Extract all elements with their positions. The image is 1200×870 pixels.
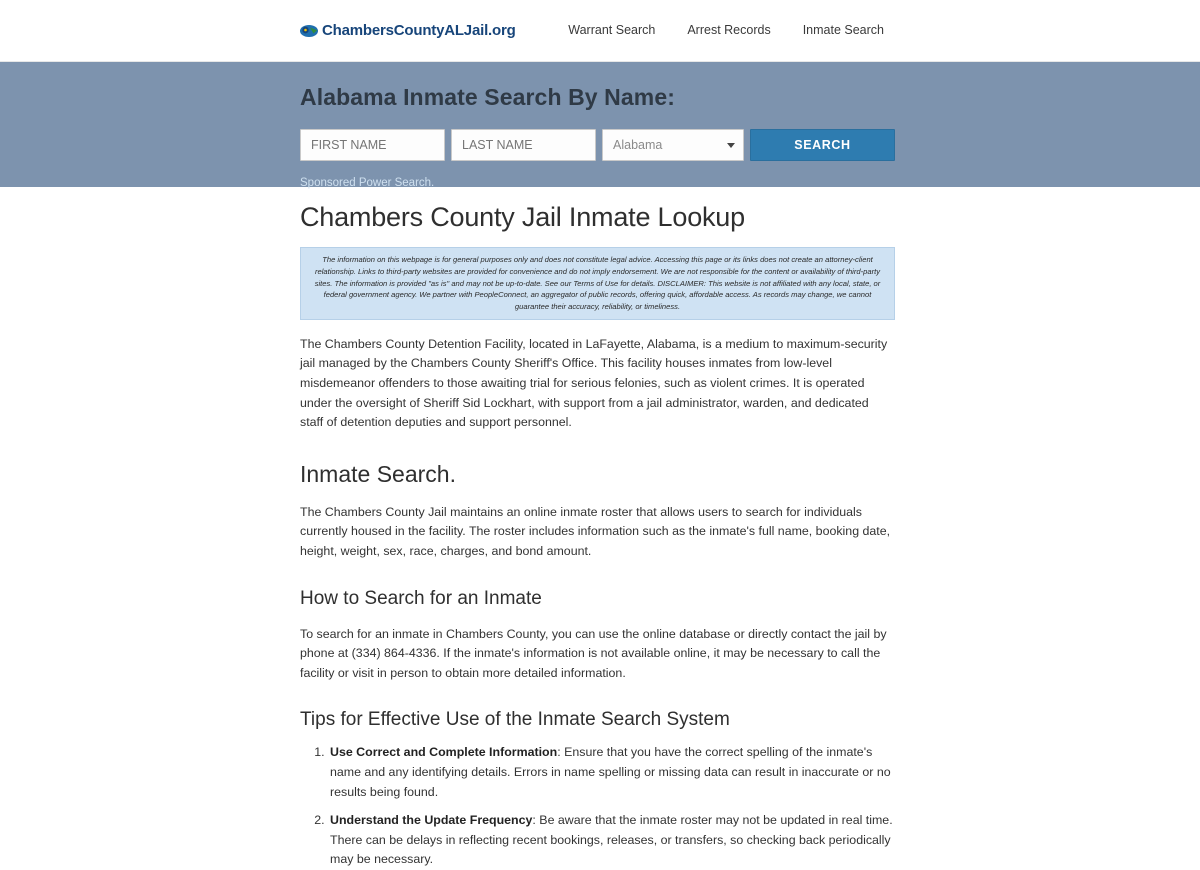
inmate-search-form — [300, 129, 900, 161]
jail-logo-icon — [300, 24, 318, 38]
main-nav — [552, 23, 900, 37]
last-name-input[interactable] — [451, 129, 596, 161]
tip-title: Understand the Update Frequency — [330, 813, 533, 828]
state-select[interactable] — [602, 129, 744, 161]
how-to-search-paragraph: To search for an inmate in Chambers County, you can use the online database or directly contact the jail by phone at (334) 864-4336. If the inmate's information is not available online, it may be necessary to call the facility or visit in person to obtain more detailed information. — [300, 626, 887, 680]
nav-item-inmate-search[interactable]: Inmate Search — [802, 23, 884, 37]
tip-title: Use Correct and Complete Information — [330, 745, 558, 760]
tips-list — [300, 743, 895, 870]
tip-text: : Ensure that you have the correct spelling of the inmate's name and any identifying details. Errors in name spelling or missing data can result in inaccurate or no results being found. — [330, 745, 891, 799]
nav-item-warrant-search[interactable]: Warrant Search — [568, 23, 656, 37]
brand-logo-link[interactable] — [300, 22, 516, 39]
page-title: Chambers County Jail Inmate Lookup — [300, 202, 745, 232]
site-header — [0, 0, 1200, 62]
how-to-search-heading: How to Search for an Inmate — [300, 587, 542, 609]
legal-disclaimer: The information on this webpage is for general purposes only and does not constitute legal advice. Accessing this page or its links does not create an attorney-client relationship. Links to third-party websites are provided for convenience and do not imply endorsement. We are not responsible for the content or availability of third-party sites. The information is provided "as is" and may not be up-to-date. See our Terms of Use for details. DISCLAIMER: This website is not affiliated with any local, state, or federal government agency. We partner with PeopleConnect, an aggregator of public records, offering quick, affordable access. As records may change, we cannot guarantee their accuracy, reliability, or timeliness. — [300, 247, 895, 320]
search-button[interactable]: SEARCH — [750, 129, 895, 161]
brand-name: ChambersCountyALJail.org — [322, 22, 516, 39]
main-content — [300, 187, 895, 870]
inmate-search-heading: Inmate Search. — [300, 460, 456, 487]
list-item — [328, 743, 895, 802]
list-item — [328, 811, 895, 870]
hero-title: Alabama Inmate Search By Name: — [300, 84, 675, 110]
state-select-wrapper — [602, 129, 744, 161]
tip-text: : Be aware that the inmate roster may not be updated in real time. There can be delays in reflecting recent bookings, releases, or transfers, so checking back periodically may be necessary. — [330, 813, 893, 867]
inmate-search-hero — [0, 62, 1200, 187]
first-name-input[interactable] — [300, 129, 445, 161]
nav-item-arrest-records[interactable]: Arrest Records — [687, 23, 771, 37]
inmate-search-paragraph: The Chambers County Jail maintains an online inmate roster that allows users to search for individuals currently housed in the facility. The roster includes information such as the inmate's full name, booking date, height, weight, sex, race, charges, and bond amount. — [300, 504, 891, 558]
sponsored-power-search-link[interactable]: Sponsored Power Search. — [300, 177, 435, 189]
facility-intro-paragraph: The Chambers County Detention Facility, located in LaFayette, Alabama, is a medium to maximum-security jail managed by the Chambers County Sheriff's Office. This facility houses inmates from low-level misdemeanor offenders to those awaiting trial for serious felonies, such as violent crimes. It is operated under the oversight of Sheriff Sid Lockhart, with support from a jail administrator, warden, and dedicated staff of detention deputies and support personnel. — [300, 336, 888, 430]
tips-heading: Tips for Effective Use of the Inmate Search System — [300, 709, 730, 731]
